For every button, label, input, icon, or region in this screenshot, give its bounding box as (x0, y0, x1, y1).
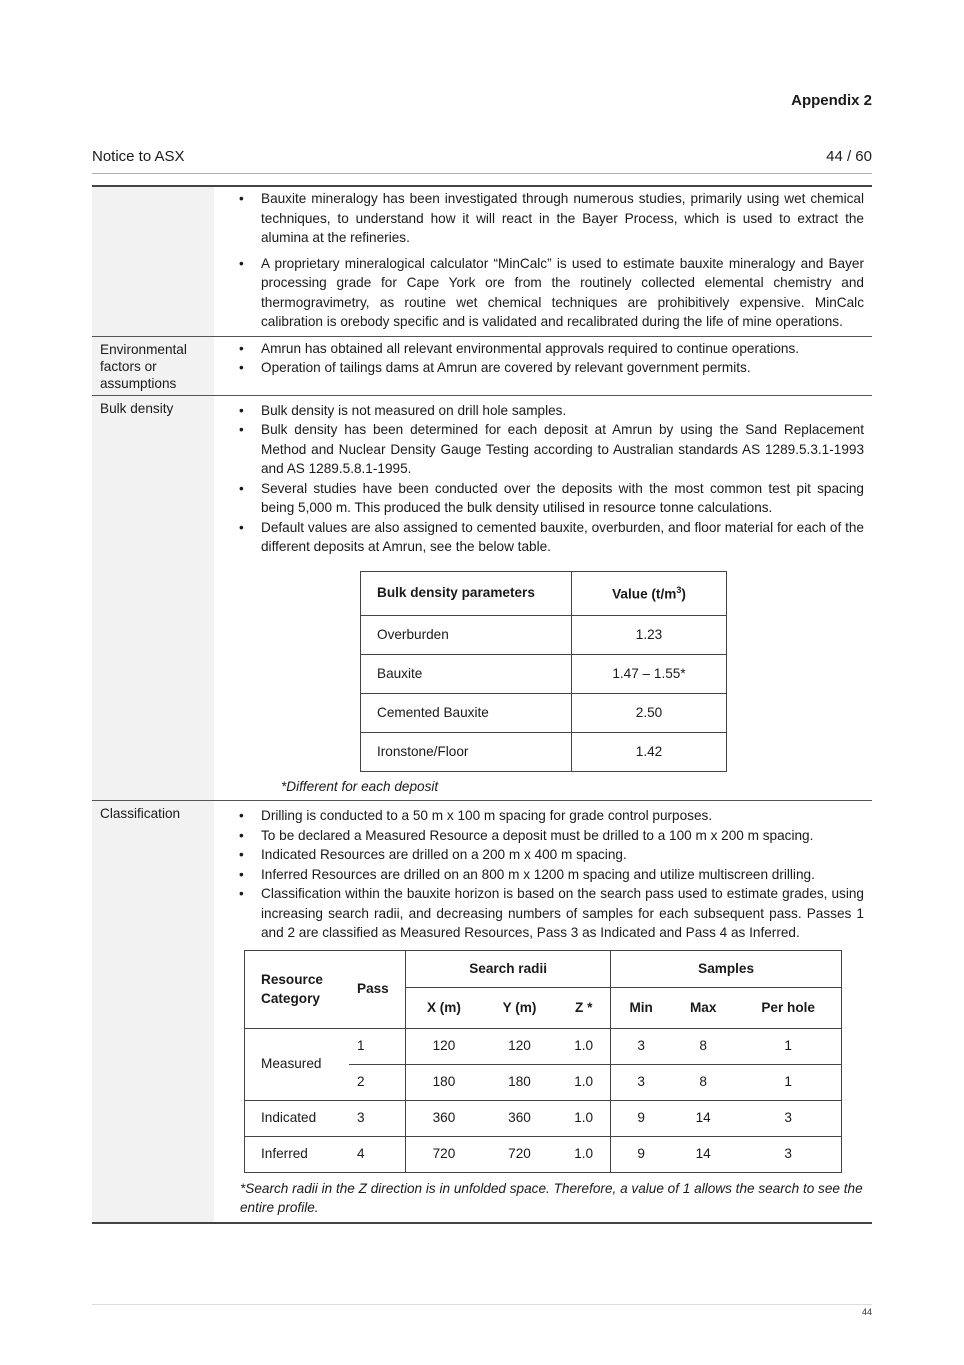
page-header (92, 148, 872, 165)
page-counter: 44 / 60 (826, 148, 872, 165)
parameter-cell: Ironstone/Floor (361, 732, 572, 771)
y-cell: 360 (482, 1100, 557, 1136)
bullet-item: • Indicated Resources are drilled on a 200 m x 400 m spacing. (222, 845, 864, 865)
min-cell: 9 (611, 1100, 671, 1136)
max-cell: 8 (671, 1064, 735, 1100)
per-hole-cell: 3 (735, 1100, 841, 1136)
criteria-row-classification (92, 801, 872, 1223)
parameter-cell: Overburden (361, 615, 572, 654)
value-cell: 1.47 – 1.55* (572, 654, 727, 693)
bullet-item: • A proprietary mineralogical calculator “MinCalc” is used to estimate bauxite mineralogy and Bayer processing grade for Cape York ore from the routinely collected elemental chemistry and thermogravimetry, as routine wet chemical techniques are prohibitively expensive. MinCalc calibration is orebody specific and is validated and recalibrated during the life of mine operations. (222, 254, 864, 332)
y-cell: 120 (508, 1038, 531, 1054)
bullet-item: • Bulk density has been determined for each deposit at Amrun by using the Sand Replacement Method and Nuclear Density Gauge Testing according to Australian standards AS 1289.5.3.1-1993 and AS 1289.5.8.1-1995. (222, 420, 864, 479)
criteria-content (214, 395, 872, 801)
x-cell: 120 (432, 1038, 456, 1054)
bullet-item: • Bulk density is not measured on drill hole samples. (222, 401, 864, 421)
document-title: Notice to ASX (92, 148, 185, 165)
parameter-cell: Cemented Bauxite (361, 693, 572, 732)
x-cell: 720 (406, 1136, 482, 1172)
column-header-y: Y (m) (482, 987, 557, 1028)
bullet-item: • Several studies have been conducted over the deposits with the most common test pit spacing being 5,000 m. This produced the bulk density utilised in resource tonne calculations. (222, 479, 864, 518)
criteria-row-mineralogy (92, 186, 872, 336)
max-cell: 8 (699, 1038, 707, 1054)
y-cell: 720 (482, 1136, 557, 1172)
category-cell: Indicated (245, 1100, 350, 1136)
min-cell: 3 (611, 1064, 671, 1100)
appendix-label: Appendix 2 (791, 92, 872, 109)
criteria-label (92, 186, 214, 336)
criteria-content (214, 336, 872, 395)
parameter-cell: Bauxite (361, 654, 572, 693)
per-hole-cell: 1 (735, 1064, 841, 1100)
criteria-label: Classification (92, 801, 214, 1223)
bullet-item: • Classification within the bauxite horizon is based on the search pass used to estimate grades, using increasing search radii, and decreasing numbers of samples for each subsequent pass. Passes 1 and 2 are classified as Measured Resources, Pass 3 as Indicated and Pass 4 as Inferred. (222, 884, 864, 943)
value-unit-label: Value (t/m (612, 587, 677, 603)
criteria-row-environmental (92, 336, 872, 395)
bullet-list (222, 401, 864, 557)
pass-cell: 3 (349, 1100, 406, 1136)
column-header-per-hole: Per hole (735, 987, 841, 1028)
table-row (361, 654, 727, 693)
footer-divider (92, 1304, 872, 1305)
table-header-row (245, 950, 842, 987)
pass-cell: 2 (349, 1064, 406, 1100)
column-header-max: Max (671, 987, 735, 1028)
criteria-row-bulk-density (92, 395, 872, 801)
column-header-parameter: Bulk density parameters (361, 571, 572, 615)
value-cell: 2.50 (572, 693, 727, 732)
x-cell: 360 (406, 1100, 482, 1136)
unit-superscript: 3 (676, 585, 682, 596)
classification-footnote: *Search radii in the Z direction is in unfolded space. Therefore, a value of 1 allows the search to see the entire profile. (240, 1180, 863, 1215)
classification-table (244, 950, 842, 1173)
table-row (361, 693, 727, 732)
min-cell: 9 (611, 1136, 671, 1172)
criteria-content (214, 186, 872, 336)
column-header-min: Min (611, 987, 671, 1028)
bullet-item: • Drilling is conducted to a 50 m x 100 m spacing for grade control purposes. (222, 806, 864, 826)
per-hole-cell: 1 (735, 1028, 841, 1064)
column-header-search-radii: Search radii (406, 950, 611, 987)
column-header-value (572, 571, 727, 615)
jorc-criteria-table (92, 185, 872, 1224)
bullet-item: • Operation of tailings dams at Amrun are covered by relevant government permits. (222, 358, 864, 378)
bullet-item: • Amrun has obtained all relevant environmental approvals required to continue operations. (222, 339, 864, 359)
z-cell: 1.0 (557, 1100, 611, 1136)
per-hole-cell: 3 (735, 1136, 841, 1172)
table-row (245, 1136, 842, 1172)
y-cell: 180 (482, 1064, 557, 1100)
bullet-list (222, 806, 864, 943)
x-cell: 180 (406, 1064, 482, 1100)
max-cell: 14 (671, 1136, 735, 1172)
table-row (361, 732, 727, 771)
category-cell: Inferred (245, 1136, 350, 1172)
header-divider (92, 173, 872, 174)
table-row (245, 1028, 842, 1064)
criteria-label: Bulk density (92, 395, 214, 801)
bullet-item: • Bauxite mineralogy has been investigated through numerous studies, primarily using wet chemical techniques, to understand how it will react in the Bayer Process, which is used to extract the alumina at the refineries. (222, 189, 864, 248)
bulk-density-table (360, 571, 727, 772)
pass-cell: 4 (349, 1136, 406, 1172)
criteria-content (214, 801, 872, 1223)
column-header-x: X (m) (406, 987, 482, 1028)
bullet-item: • To be declared a Measured Resource a deposit must be drilled to a 100 m x 200 m spacing. (222, 826, 864, 846)
bullet-list (222, 189, 864, 332)
value-cell: 1.42 (572, 732, 727, 771)
max-cell: 14 (671, 1100, 735, 1136)
category-cell: Measured (245, 1028, 350, 1100)
z-cell: 1.0 (557, 1136, 611, 1172)
pass-cell: 1 (349, 1028, 406, 1064)
bulk-density-footnote: *Different for each deposit (281, 778, 439, 794)
column-header-z: Z * (557, 987, 611, 1028)
table-row (245, 1100, 842, 1136)
value-cell: 1.23 (572, 615, 727, 654)
bullet-item: • Inferred Resources are drilled on an 800 m x 1200 m spacing and utilize multiscreen drilling. (222, 865, 864, 885)
value-unit-close: ) (681, 587, 686, 603)
bullet-item: • Default values are also assigned to cemented bauxite, overburden, and floor material for each of the different deposits at Amrun, see the below table. (222, 518, 864, 557)
min-cell: 3 (637, 1038, 645, 1054)
table-row (361, 615, 727, 654)
column-header-pass: Pass (349, 950, 406, 1028)
criteria-label: Environmental factors or assumptions (92, 336, 214, 395)
table-header-row (361, 571, 727, 615)
page-number: 44 (861, 1307, 872, 1317)
bullet-list (222, 339, 864, 386)
z-cell: 1.0 (557, 1064, 611, 1100)
column-header-category: Resource Category (245, 950, 350, 1028)
column-header-samples: Samples (611, 950, 842, 987)
z-cell: 1.0 (557, 1028, 611, 1064)
